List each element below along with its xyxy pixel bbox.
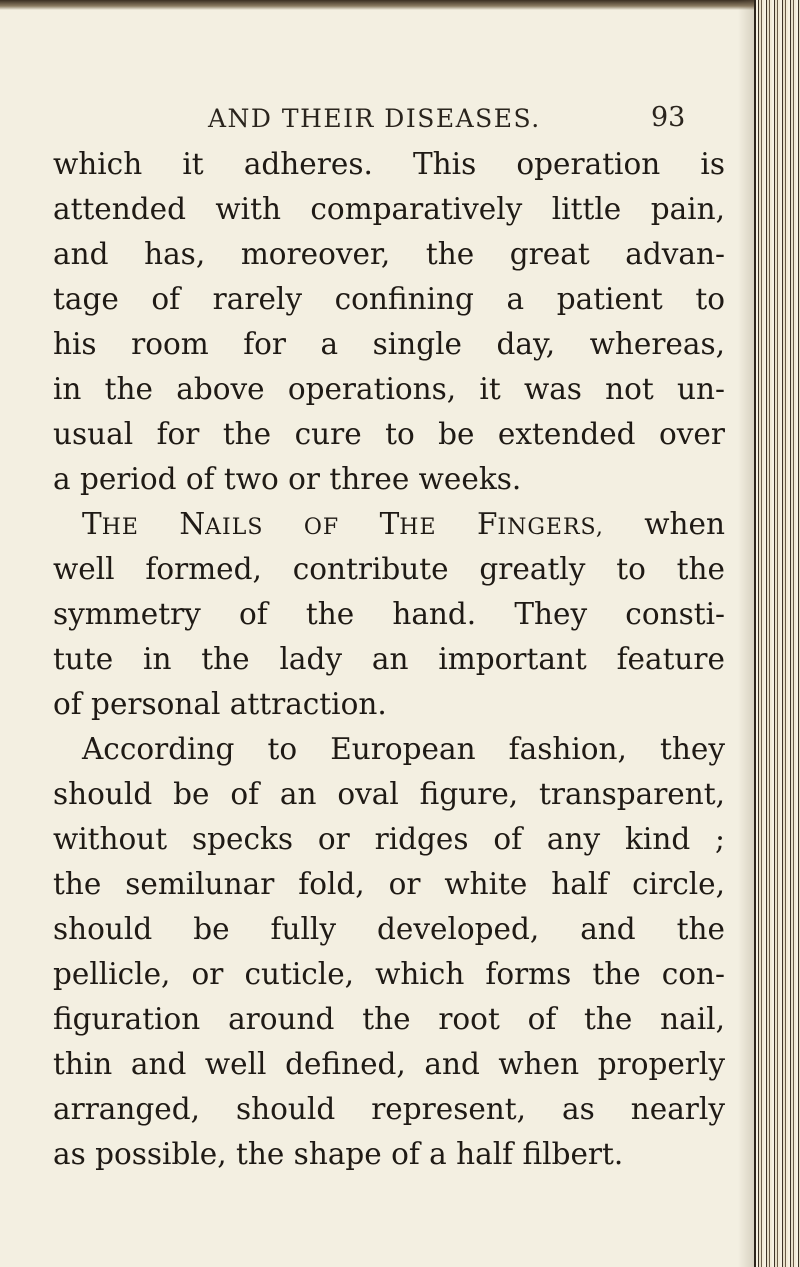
book-page-edges [754,0,800,1267]
heading-word: OF [303,515,340,540]
page-number: 93 [651,102,686,133]
text-line: in the above operations, it was not un- [53,372,725,406]
heading-word-initial: T [82,507,102,541]
heading-tail: when [644,507,725,541]
text-line: of personal attraction. [53,687,387,721]
heading-word-rest: AILS [205,515,264,540]
heading-word-rest: INGERS, [497,515,604,540]
text-line: figuration around the root of the nail, [53,1002,725,1036]
text-line: should be fully developed, and the [53,912,725,946]
text-line: should be of an oval figure, transparent, [53,777,725,811]
text-line: thin and well defined, and when properly [53,1047,725,1081]
text-line: symmetry of the hand. They consti- [53,597,725,631]
heading-word-initial: T [379,507,400,541]
text-line: pellicle, or cuticle, which forms the con- [53,957,725,991]
text-line: the semilunar fold, or white half circle, [53,867,725,901]
text-line: tute in the lady an important feature [53,642,725,676]
text-line: without specks or ridges of any kind ; [53,822,725,856]
text-line: well formed, contribute greatly to the [53,552,725,586]
text-line: as possible, the shape of a half filbert. [53,1137,624,1171]
text-line: his room for a single day, whereas, [53,327,725,361]
body-text [53,142,725,1177]
text-line: which it adheres. This operation is [53,147,725,181]
heading-word-rest: HE [399,515,437,540]
text-line: attended with comparatively little pain, [53,192,725,226]
text-line: a period of two or three weeks. [53,462,522,496]
text-line: arranged, should represent, as nearly [53,1092,725,1126]
heading-word-rest: HE [101,515,139,540]
scan-edge [0,0,800,10]
text-line: tage of rarely confining a patient to [53,282,725,316]
text-line: usual for the cure to be extended over [53,417,725,451]
running-title: AND THEIR DISEASES. [208,104,541,133]
text-line: According to European fashion, they [82,732,725,766]
heading-word-initial: F [476,507,498,541]
section-heading-line [53,502,725,547]
running-head [0,104,760,140]
text-line: and has, moreover, the great advan- [53,237,725,271]
heading-word-initial: N [179,507,206,541]
